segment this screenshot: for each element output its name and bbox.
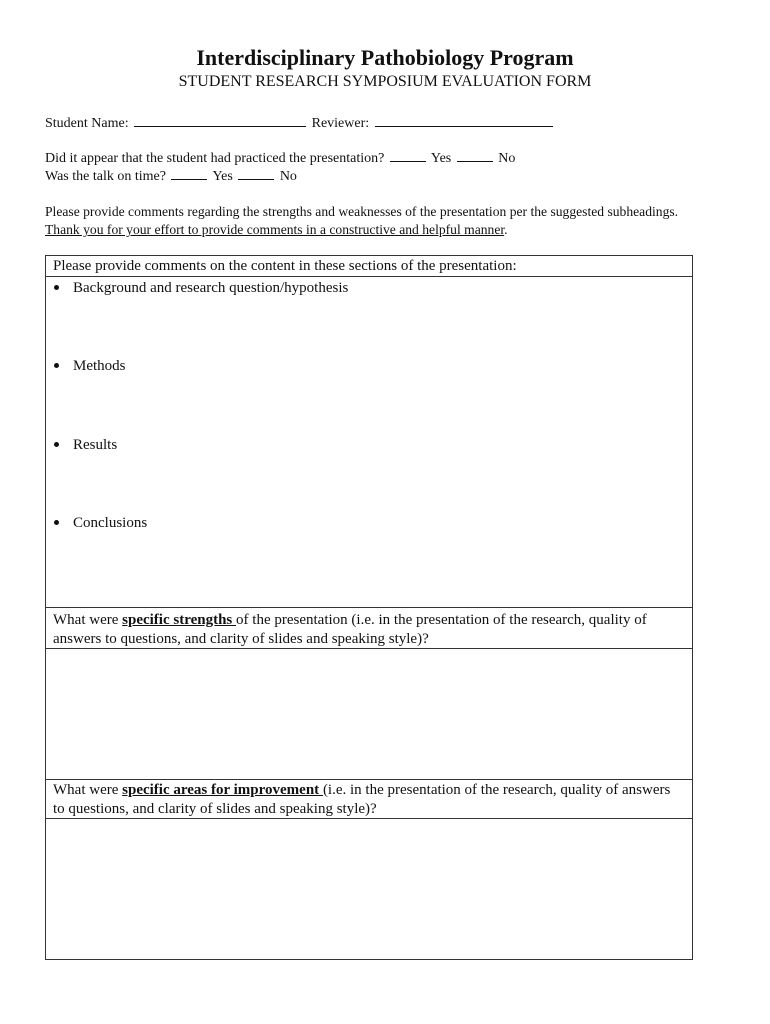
instructions-paragraph xyxy=(45,203,685,239)
improvement-emphasis: specific areas for improvement xyxy=(122,782,323,798)
bullet-dot-icon xyxy=(54,442,59,447)
form-subtitle: STUDENT RESEARCH SYMPOSIUM EVALUATION FORM xyxy=(178,73,592,90)
bullet-dot-icon xyxy=(54,363,59,368)
improvement-question-row xyxy=(46,780,692,819)
form-title: Interdisciplinary Pathobiology Program xyxy=(196,45,574,70)
comments-table xyxy=(45,255,693,960)
practiced-yes-field[interactable] xyxy=(390,149,426,162)
improvement-comment-area[interactable] xyxy=(46,819,692,959)
on-time-yes-label: Yes xyxy=(212,169,233,184)
bullet-dot-icon xyxy=(54,520,59,525)
bullet-results xyxy=(53,436,117,455)
practiced-yes-label: Yes xyxy=(430,151,452,166)
bullet-dot-icon xyxy=(54,285,59,290)
strengths-suffix: of the presentation (i.e. in the presentation of the research, quality of answers to questions, and clarity of slides and speaking style)? xyxy=(53,612,647,647)
reviewer-field[interactable] xyxy=(375,114,553,127)
bullet-label: Conclusions xyxy=(73,515,148,531)
content-comment-area[interactable] xyxy=(46,277,692,608)
on-time-yes-field[interactable] xyxy=(171,167,207,180)
content-heading-row xyxy=(46,256,692,277)
improvement-suffix: (i.e. in the presentation of the research, quality of answers to questions, and clarity of slides and speaking style)? xyxy=(53,782,671,817)
improvement-question xyxy=(53,781,684,819)
strengths-question-row xyxy=(46,608,692,649)
bullet-label: Methods xyxy=(73,358,126,374)
bullet-label: Results xyxy=(73,437,118,453)
student-name-label: Student Name: xyxy=(45,116,129,131)
student-name-field[interactable] xyxy=(134,114,306,127)
instructions-end: . xyxy=(504,222,508,237)
strengths-question xyxy=(53,611,684,649)
on-time-question: Was the talk on time? xyxy=(45,169,166,184)
on-time-no-field[interactable] xyxy=(238,167,274,180)
instructions-text: Please provide comments regarding the strengths and weaknesses of the presentation per the suggested subheadings. xyxy=(45,204,679,219)
content-heading: Please provide comments on the content in these sections of the presentation: xyxy=(53,258,517,274)
instructions-thanks: Thank you for your effort to provide comments in a constructive and helpful manner xyxy=(45,222,505,237)
practiced-no-field[interactable] xyxy=(457,149,493,162)
practiced-line xyxy=(45,149,515,168)
improvement-prefix: What were xyxy=(53,782,123,798)
bullet-conclusions xyxy=(53,514,147,533)
bullet-methods xyxy=(53,357,126,376)
on-time-line xyxy=(45,167,297,186)
bullet-label: Background and research question/hypothesis xyxy=(73,280,349,296)
bullet-background xyxy=(53,279,348,298)
practiced-no-label: No xyxy=(498,151,516,166)
on-time-no-label: No xyxy=(279,169,297,184)
strengths-emphasis: specific strengths xyxy=(122,612,237,628)
practiced-question: Did it appear that the student had practiced the presentation? xyxy=(45,151,385,166)
strengths-comment-area[interactable] xyxy=(46,649,692,780)
name-reviewer-line xyxy=(45,114,555,133)
reviewer-label: Reviewer: xyxy=(311,116,370,131)
strengths-prefix: What were xyxy=(53,612,123,628)
